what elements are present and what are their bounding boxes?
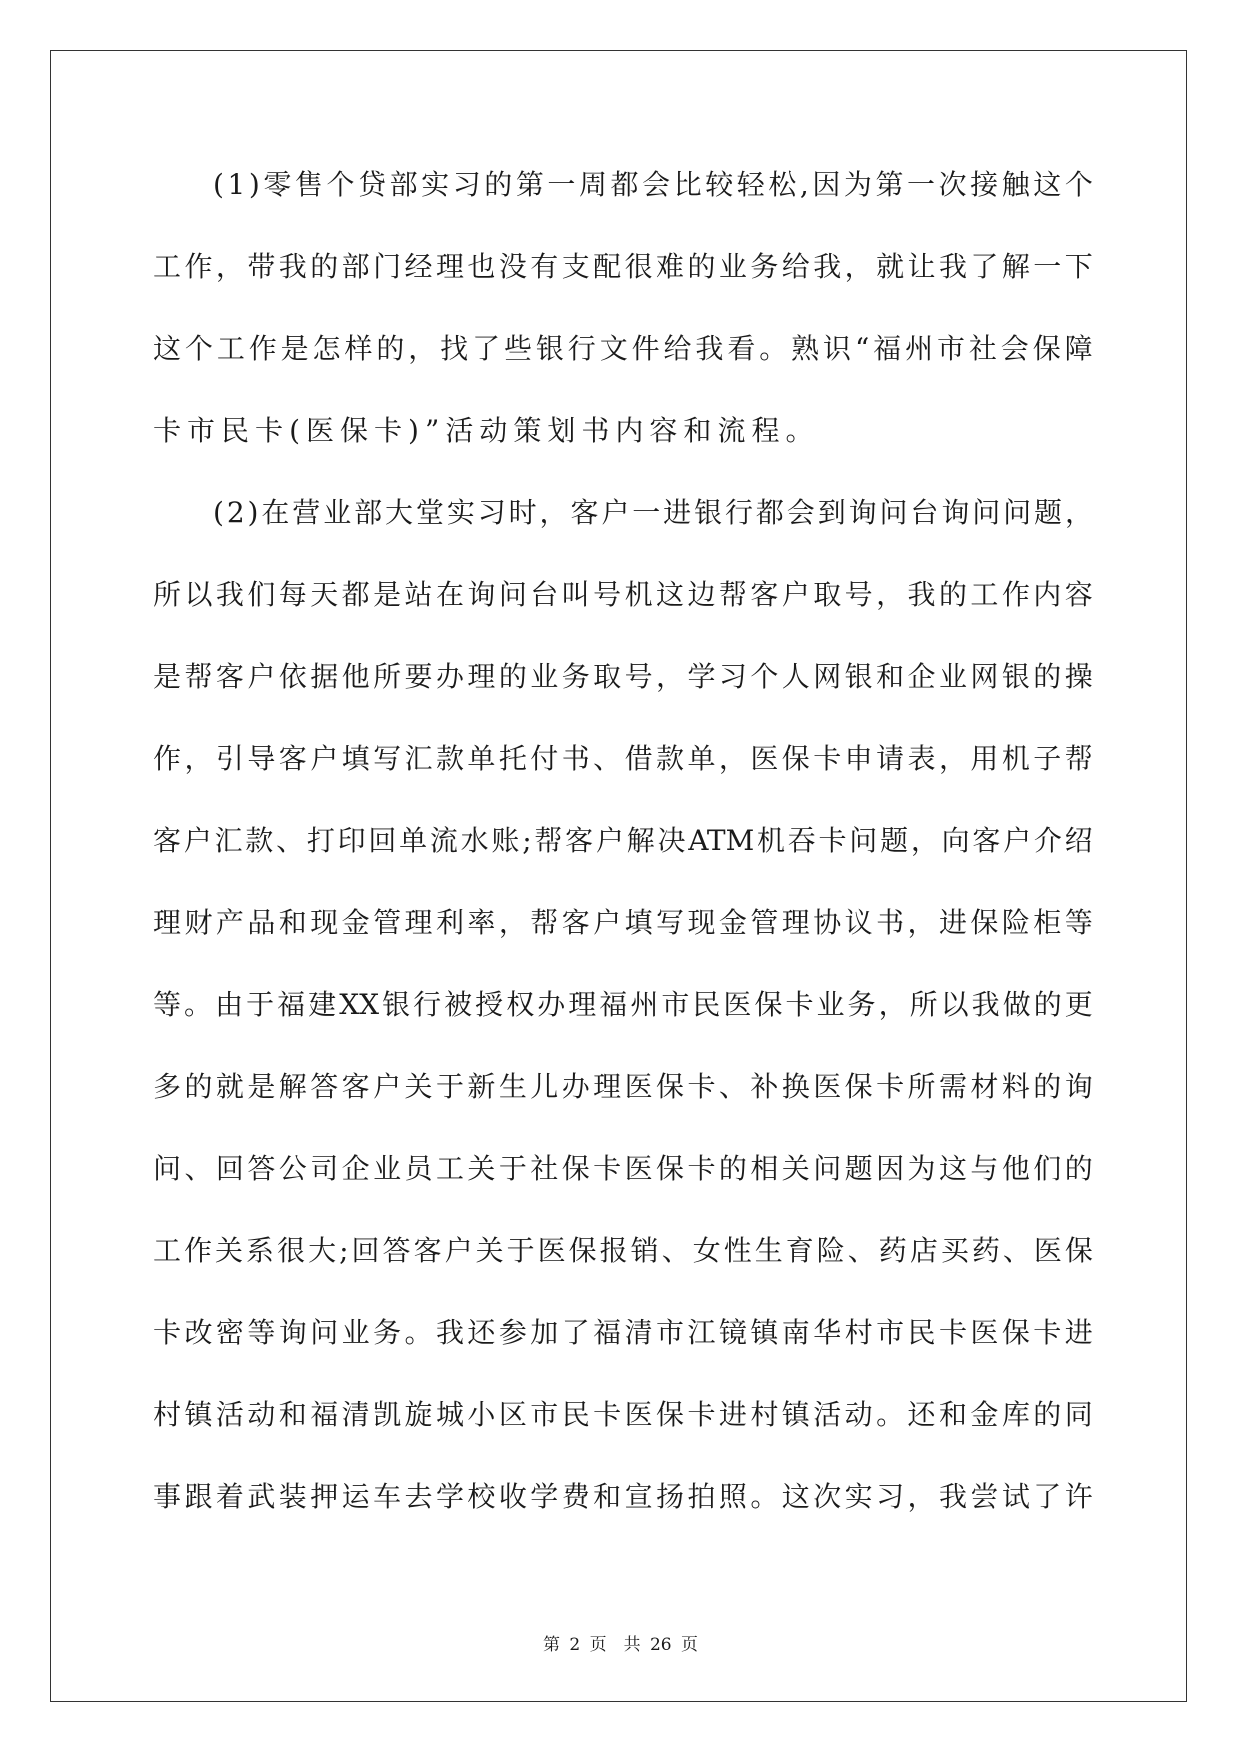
text-line: 工 作 ， 带 我 的 部 门 经 理 也 没 有 支 配 很 难 的 业 务 给 我 ， 就 让 我 了 解 一 下 (153, 250, 1093, 283)
text-line: 卡 改 密 等 询 问 业 务 。 我 还 参 加 了 福 清 市 江 镜 镇 南 华 村 市 民 卡 医 保 卡 进 (153, 1316, 1093, 1349)
text-line: 理 财 产 品 和 现 金 管 理 利 率 ， 帮 客 户 填 写 现 金 管 理 协 议 书 ， 进 保 险 柜 等 (153, 906, 1093, 939)
text-line: 所 以 我 们 每 天 都 是 站 在 询 问 台 叫 号 机 这 边 帮 客 户 取 号 ， 我 的 工 作 内 容 (153, 578, 1093, 611)
text-line: 等 。 由 于 福 建 XX 银 行 被 授 权 办 理 福 州 市 民 医 保 卡 业 务 ， 所 以 我 做 的 更 (153, 988, 1093, 1021)
text-line: 客 户 汇 款 、 打 印 回 单 流 水 账 ; 帮 客 户 解 决 ATM 机 吞 卡 问 题 ， 向 客 户 介 绍 (153, 824, 1093, 857)
page-number: 第 2 页 共 26 页 (542, 1635, 699, 1655)
text-line: 卡 市 民 卡 ( 医 保 卡 ) ” 活 动 策 划 书 内 容 和 流 程 。 (153, 414, 814, 447)
document-body (153, 160, 1093, 1554)
text-line: 是 帮 客 户 依 据 他 所 要 办 理 的 业 务 取 号 ， 学 习 个 人 网 银 和 企 业 网 银 的 操 (153, 660, 1093, 693)
text-line: 事 跟 着 武 装 押 运 车 去 学 校 收 学 费 和 宣 扬 拍 照 。 这 次 实 习 ， 我 尝 试 了 许 (153, 1480, 1093, 1513)
text-line: 工 作 关 系 很 大 ; 回 答 客 户 关 于 医 保 报 销 、 女 性 生 育 险 、 药 店 买 药 、 医 保 (153, 1234, 1093, 1267)
text-line: 多 的 就 是 解 答 客 户 关 于 新 生 儿 办 理 医 保 卡 、 补 换 医 保 卡 所 需 材 料 的 询 (153, 1070, 1093, 1103)
text-line: ( 2 ) 在 营 业 部 大 堂 实 习 时 ， 客 户 一 进 银 行 都 会 到 询 问 台 询 问 问 题 ， (213, 496, 1093, 529)
text-line: 村 镇 活 动 和 福 清 凯 旋 城 小 区 市 民 卡 医 保 卡 进 村 镇 活 动 。 还 和 金 库 的 同 (153, 1398, 1093, 1431)
text-line: 这 个 工 作 是 怎 样 的 ， 找 了 些 银 行 文 件 给 我 看 。 熟 识 “ 福 州 市 社 会 保 障 (153, 332, 1093, 365)
text-line: ( 1 ) 零 售 个 贷 部 实 习 的 第 一 周 都 会 比 较 轻 松 , 因 为 第 一 次 接 触 这 个 (213, 168, 1093, 201)
text-line: 问 、 回 答 公 司 企 业 员 工 关 于 社 保 卡 医 保 卡 的 相 关 问 题 因 为 这 与 他 们 的 (153, 1152, 1093, 1185)
text-line: 作 ， 引 导 客 户 填 写 汇 款 单 托 付 书 、 借 款 单 ， 医 保 卡 申 请 表 ， 用 机 子 帮 (153, 742, 1093, 775)
